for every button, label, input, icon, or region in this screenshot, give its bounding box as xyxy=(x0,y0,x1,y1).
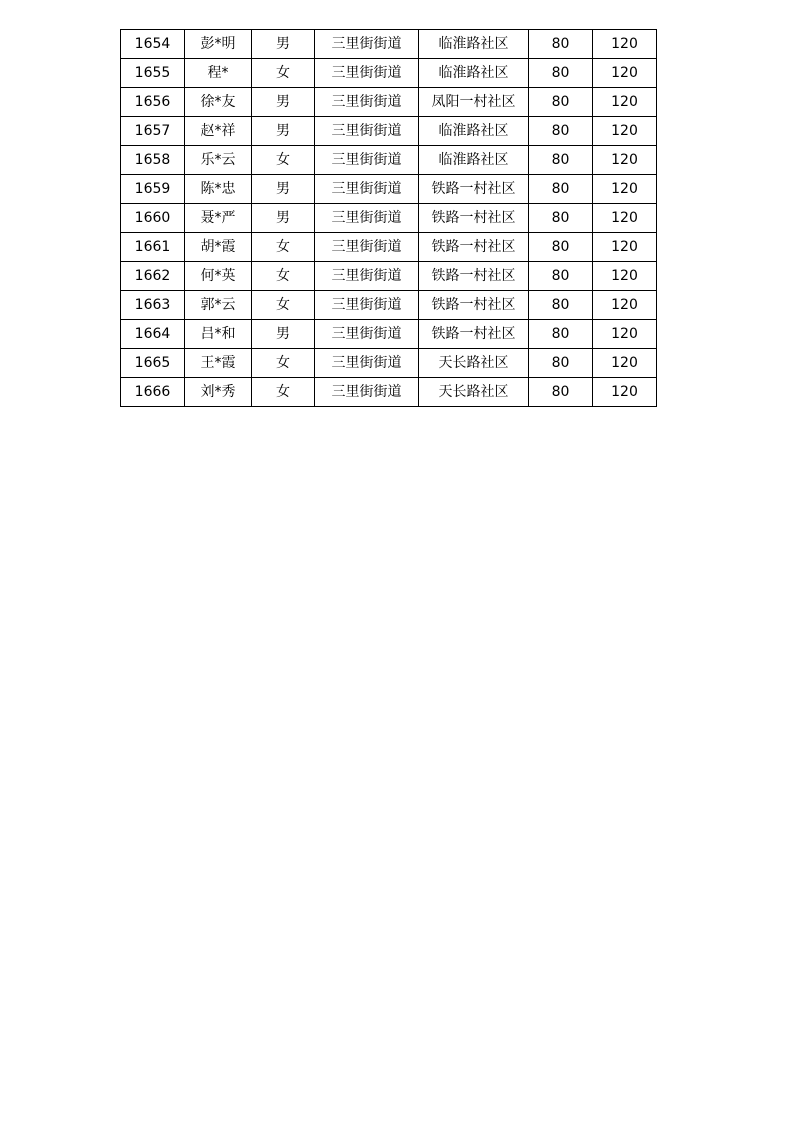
cell-amount-2: 120 xyxy=(593,378,657,407)
table-row xyxy=(121,175,657,204)
cell-street: 三里街街道 xyxy=(315,320,419,349)
cell-gender: 女 xyxy=(252,262,315,291)
cell-gender: 女 xyxy=(252,291,315,320)
cell-name: 程* xyxy=(185,59,252,88)
cell-name: 刘*秀 xyxy=(185,378,252,407)
table-row xyxy=(121,117,657,146)
cell-id: 1665 xyxy=(121,349,185,378)
cell-community: 临淮路社区 xyxy=(419,59,529,88)
cell-amount-1: 80 xyxy=(529,204,593,233)
cell-amount-2: 120 xyxy=(593,88,657,117)
cell-gender: 男 xyxy=(252,320,315,349)
cell-gender: 女 xyxy=(252,378,315,407)
table-row xyxy=(121,59,657,88)
cell-amount-2: 120 xyxy=(593,30,657,59)
cell-gender: 男 xyxy=(252,204,315,233)
cell-amount-1: 80 xyxy=(529,291,593,320)
table-row xyxy=(121,349,657,378)
cell-id: 1655 xyxy=(121,59,185,88)
cell-id: 1657 xyxy=(121,117,185,146)
cell-gender: 女 xyxy=(252,233,315,262)
table-row xyxy=(121,204,657,233)
cell-gender: 女 xyxy=(252,146,315,175)
cell-community: 临淮路社区 xyxy=(419,117,529,146)
roster-table-body xyxy=(121,30,657,407)
cell-street: 三里街街道 xyxy=(315,233,419,262)
cell-id: 1658 xyxy=(121,146,185,175)
table-row xyxy=(121,320,657,349)
cell-street: 三里街街道 xyxy=(315,349,419,378)
cell-amount-1: 80 xyxy=(529,175,593,204)
cell-name: 聂*严 xyxy=(185,204,252,233)
cell-id: 1666 xyxy=(121,378,185,407)
cell-amount-2: 120 xyxy=(593,291,657,320)
cell-amount-2: 120 xyxy=(593,204,657,233)
cell-amount-2: 120 xyxy=(593,262,657,291)
cell-amount-1: 80 xyxy=(529,262,593,291)
cell-name: 陈*忠 xyxy=(185,175,252,204)
cell-amount-2: 120 xyxy=(593,59,657,88)
cell-community: 铁路一村社区 xyxy=(419,175,529,204)
cell-amount-1: 80 xyxy=(529,30,593,59)
table-row xyxy=(121,262,657,291)
cell-amount-1: 80 xyxy=(529,378,593,407)
cell-street: 三里街街道 xyxy=(315,30,419,59)
cell-street: 三里街街道 xyxy=(315,117,419,146)
cell-id: 1660 xyxy=(121,204,185,233)
cell-amount-2: 120 xyxy=(593,175,657,204)
cell-gender: 男 xyxy=(252,117,315,146)
cell-name: 徐*友 xyxy=(185,88,252,117)
cell-community: 铁路一村社区 xyxy=(419,262,529,291)
cell-amount-2: 120 xyxy=(593,349,657,378)
cell-street: 三里街街道 xyxy=(315,291,419,320)
cell-id: 1662 xyxy=(121,262,185,291)
cell-amount-2: 120 xyxy=(593,146,657,175)
cell-amount-1: 80 xyxy=(529,233,593,262)
cell-id: 1656 xyxy=(121,88,185,117)
cell-street: 三里街街道 xyxy=(315,146,419,175)
cell-name: 吕*和 xyxy=(185,320,252,349)
cell-name: 胡*霞 xyxy=(185,233,252,262)
cell-amount-1: 80 xyxy=(529,320,593,349)
cell-name: 王*霞 xyxy=(185,349,252,378)
cell-name: 赵*祥 xyxy=(185,117,252,146)
cell-street: 三里街街道 xyxy=(315,262,419,291)
cell-street: 三里街街道 xyxy=(315,59,419,88)
cell-amount-2: 120 xyxy=(593,233,657,262)
cell-community: 凤阳一村社区 xyxy=(419,88,529,117)
cell-gender: 男 xyxy=(252,88,315,117)
cell-amount-1: 80 xyxy=(529,349,593,378)
cell-gender: 男 xyxy=(252,175,315,204)
cell-amount-2: 120 xyxy=(593,320,657,349)
cell-gender: 女 xyxy=(252,59,315,88)
cell-amount-1: 80 xyxy=(529,146,593,175)
cell-community: 天长路社区 xyxy=(419,349,529,378)
cell-name: 郭*云 xyxy=(185,291,252,320)
cell-community: 铁路一村社区 xyxy=(419,320,529,349)
table-row xyxy=(121,88,657,117)
cell-street: 三里街街道 xyxy=(315,204,419,233)
cell-amount-1: 80 xyxy=(529,117,593,146)
cell-community: 铁路一村社区 xyxy=(419,204,529,233)
roster-table xyxy=(120,29,657,407)
cell-id: 1659 xyxy=(121,175,185,204)
cell-name: 彭*明 xyxy=(185,30,252,59)
cell-community: 铁路一村社区 xyxy=(419,291,529,320)
table-row xyxy=(121,30,657,59)
cell-id: 1654 xyxy=(121,30,185,59)
table-row xyxy=(121,378,657,407)
cell-name: 乐*云 xyxy=(185,146,252,175)
cell-gender: 女 xyxy=(252,349,315,378)
cell-street: 三里街街道 xyxy=(315,378,419,407)
cell-id: 1663 xyxy=(121,291,185,320)
cell-amount-2: 120 xyxy=(593,117,657,146)
cell-community: 临淮路社区 xyxy=(419,146,529,175)
cell-amount-1: 80 xyxy=(529,88,593,117)
cell-street: 三里街街道 xyxy=(315,88,419,117)
cell-street: 三里街街道 xyxy=(315,175,419,204)
table-row xyxy=(121,233,657,262)
cell-name: 何*英 xyxy=(185,262,252,291)
cell-community: 临淮路社区 xyxy=(419,30,529,59)
cell-community: 铁路一村社区 xyxy=(419,233,529,262)
table-row xyxy=(121,146,657,175)
cell-amount-1: 80 xyxy=(529,59,593,88)
cell-id: 1661 xyxy=(121,233,185,262)
cell-community: 天长路社区 xyxy=(419,378,529,407)
cell-gender: 男 xyxy=(252,30,315,59)
cell-id: 1664 xyxy=(121,320,185,349)
table-row xyxy=(121,291,657,320)
